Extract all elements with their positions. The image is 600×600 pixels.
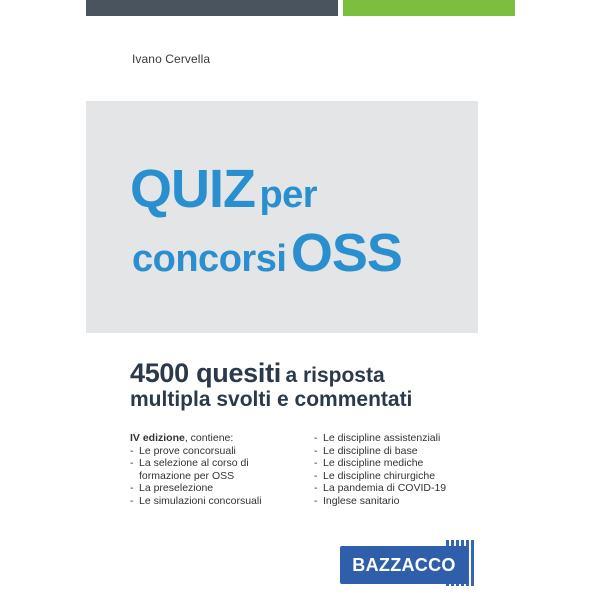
contents-list-right [314,432,479,507]
top-stripe-green [343,0,515,16]
contents-item: - Le discipline assistenziali [314,432,479,445]
top-stripe-dark [86,0,338,16]
contents-column-left [130,432,300,507]
title-word-concorsi: concorsi [132,238,287,280]
author-name: Ivano Cervella [132,52,211,66]
subtitle-strong: 4500 quesiti [130,358,281,388]
contents-item: - La selezione al corso di formazione per OSS [130,457,300,482]
contents-item: - Le simulazioni concorsuali [130,495,300,508]
title-word-oss: OSS [290,223,402,283]
contents-item: - La pandemia di COVID-19 [314,482,479,495]
contents-column-right [314,432,479,507]
subtitle-rest: a risposta [285,364,385,387]
contents-item: - Le prove concorsuali [130,445,300,458]
publisher-name: BAZZACCO [340,546,468,584]
edition-line [130,432,300,445]
title-word-quiz: QUIZ [130,159,255,219]
book-title-line-2 [132,223,402,283]
book-title-line-1 [130,159,318,219]
edition-label: IV edizione [130,432,185,444]
contents-item: - La preselezione [130,482,300,495]
contents-list-left [130,445,300,508]
contents-item: - Le discipline mediche [314,457,479,470]
publisher-logo [336,546,476,586]
book-subtitle [130,358,412,412]
title-word-per: per [259,174,318,216]
contents-item: - Inglese sanitario [314,495,479,508]
subtitle-line-2: multipla svolti e commentati [130,388,413,412]
contents-item: - Le discipline chirurgiche [314,470,479,483]
contents-item: - Le discipline di base [314,445,479,458]
edition-suffix: , contiene: [184,432,234,444]
